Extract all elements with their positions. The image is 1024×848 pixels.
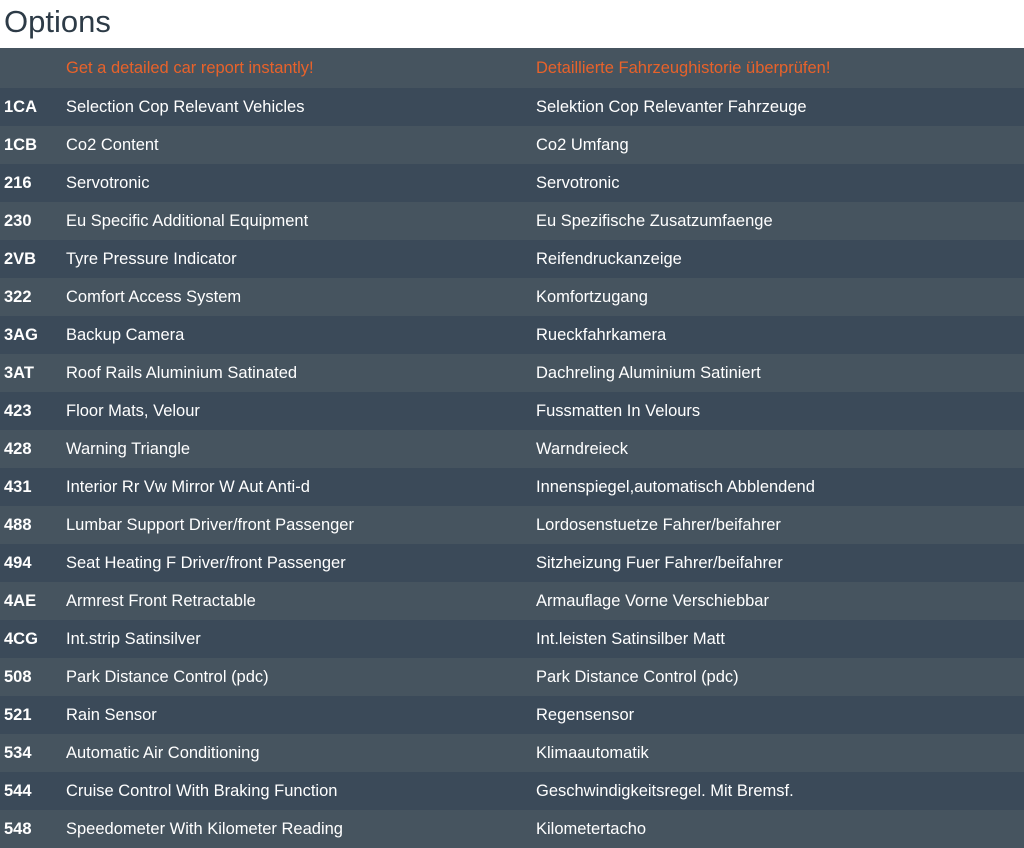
- option-code: 494: [0, 544, 66, 582]
- option-code: 2VB: [0, 240, 66, 278]
- option-name-de: Warndreieck: [536, 430, 1024, 468]
- option-name-en: Int.strip Satinsilver: [66, 620, 536, 658]
- option-name-de: Komfortzugang: [536, 278, 1024, 316]
- option-code: 3AT: [0, 354, 66, 392]
- option-code: 488: [0, 506, 66, 544]
- promo-code-cell: [0, 48, 66, 88]
- option-name-de: Geschwindigkeitsregel. Mit Bremsf.: [536, 772, 1024, 810]
- option-name-de: Int.leisten Satinsilber Matt: [536, 620, 1024, 658]
- promo-link-de[interactable]: Detaillierte Fahrzeughistorie überprüfen!: [536, 48, 1024, 88]
- table-row: [0, 202, 1024, 240]
- table-row: [0, 772, 1024, 810]
- option-code: 230: [0, 202, 66, 240]
- option-name-de: Regensensor: [536, 696, 1024, 734]
- table-row: [0, 354, 1024, 392]
- table-row: [0, 88, 1024, 126]
- option-code: 322: [0, 278, 66, 316]
- page-title: Options: [4, 4, 111, 39]
- option-name-en: Floor Mats, Velour: [66, 392, 536, 430]
- option-name-de: Klimaautomatik: [536, 734, 1024, 772]
- table-row: [0, 278, 1024, 316]
- option-name-en: Co2 Content: [66, 126, 536, 164]
- option-name-de: Fussmatten In Velours: [536, 392, 1024, 430]
- option-name-de: Sitzheizung Fuer Fahrer/beifahrer: [536, 544, 1024, 582]
- table-row: [0, 126, 1024, 164]
- option-name-en: Tyre Pressure Indicator: [66, 240, 536, 278]
- option-code: 423: [0, 392, 66, 430]
- table-row: [0, 506, 1024, 544]
- table-row: [0, 544, 1024, 582]
- option-name-en: Roof Rails Aluminium Satinated: [66, 354, 536, 392]
- option-name-en: Interior Rr Vw Mirror W Aut Anti-d: [66, 468, 536, 506]
- option-name-en: Lumbar Support Driver/front Passenger: [66, 506, 536, 544]
- option-code: 216: [0, 164, 66, 202]
- option-name-en: Seat Heating F Driver/front Passenger: [66, 544, 536, 582]
- table-row: [0, 582, 1024, 620]
- option-name-en: Warning Triangle: [66, 430, 536, 468]
- promo-row: [0, 48, 1024, 88]
- option-code: 508: [0, 658, 66, 696]
- option-code: 1CA: [0, 88, 66, 126]
- option-code: 1CB: [0, 126, 66, 164]
- option-name-de: Kilometertacho: [536, 810, 1024, 848]
- option-name-de: Servotronic: [536, 164, 1024, 202]
- option-name-de: Dachreling Aluminium Satiniert: [536, 354, 1024, 392]
- promo-link-en[interactable]: Get a detailed car report instantly!: [66, 48, 536, 88]
- option-name-en: Speedometer With Kilometer Reading: [66, 810, 536, 848]
- table-row: [0, 164, 1024, 202]
- option-code: 4AE: [0, 582, 66, 620]
- option-name-en: Cruise Control With Braking Function: [66, 772, 536, 810]
- option-name-en: Automatic Air Conditioning: [66, 734, 536, 772]
- table-row: [0, 810, 1024, 848]
- option-name-en: Eu Specific Additional Equipment: [66, 202, 536, 240]
- option-name-de: Armauflage Vorne Verschiebbar: [536, 582, 1024, 620]
- option-name-en: Backup Camera: [66, 316, 536, 354]
- option-name-en: Comfort Access System: [66, 278, 536, 316]
- option-name-en: Park Distance Control (pdc): [66, 658, 536, 696]
- option-code: 548: [0, 810, 66, 848]
- option-name-en: Servotronic: [66, 164, 536, 202]
- table-row: [0, 696, 1024, 734]
- table-row: [0, 430, 1024, 468]
- table-row: [0, 240, 1024, 278]
- option-name-de: Park Distance Control (pdc): [536, 658, 1024, 696]
- option-code: 534: [0, 734, 66, 772]
- option-name-de: Selektion Cop Relevanter Fahrzeuge: [536, 88, 1024, 126]
- option-code: 431: [0, 468, 66, 506]
- table-row: [0, 392, 1024, 430]
- option-name-en: Selection Cop Relevant Vehicles: [66, 88, 536, 126]
- table-row: [0, 316, 1024, 354]
- table-row: [0, 620, 1024, 658]
- table-row: [0, 468, 1024, 506]
- option-name-de: Reifendruckanzeige: [536, 240, 1024, 278]
- option-name-de: Eu Spezifische Zusatzumfaenge: [536, 202, 1024, 240]
- option-name-de: Lordosenstuetze Fahrer/beifahrer: [536, 506, 1024, 544]
- option-name-de: Co2 Umfang: [536, 126, 1024, 164]
- option-name-de: Innenspiegel,automatisch Abblendend: [536, 468, 1024, 506]
- table-row: [0, 734, 1024, 772]
- options-table: [0, 48, 1024, 848]
- option-name-de: Rueckfahrkamera: [536, 316, 1024, 354]
- option-code: 3AG: [0, 316, 66, 354]
- table-row: [0, 658, 1024, 696]
- options-table-body: [0, 48, 1024, 848]
- option-code: 4CG: [0, 620, 66, 658]
- option-code: 428: [0, 430, 66, 468]
- option-name-en: Armrest Front Retractable: [66, 582, 536, 620]
- option-name-en: Rain Sensor: [66, 696, 536, 734]
- option-code: 521: [0, 696, 66, 734]
- option-code: 544: [0, 772, 66, 810]
